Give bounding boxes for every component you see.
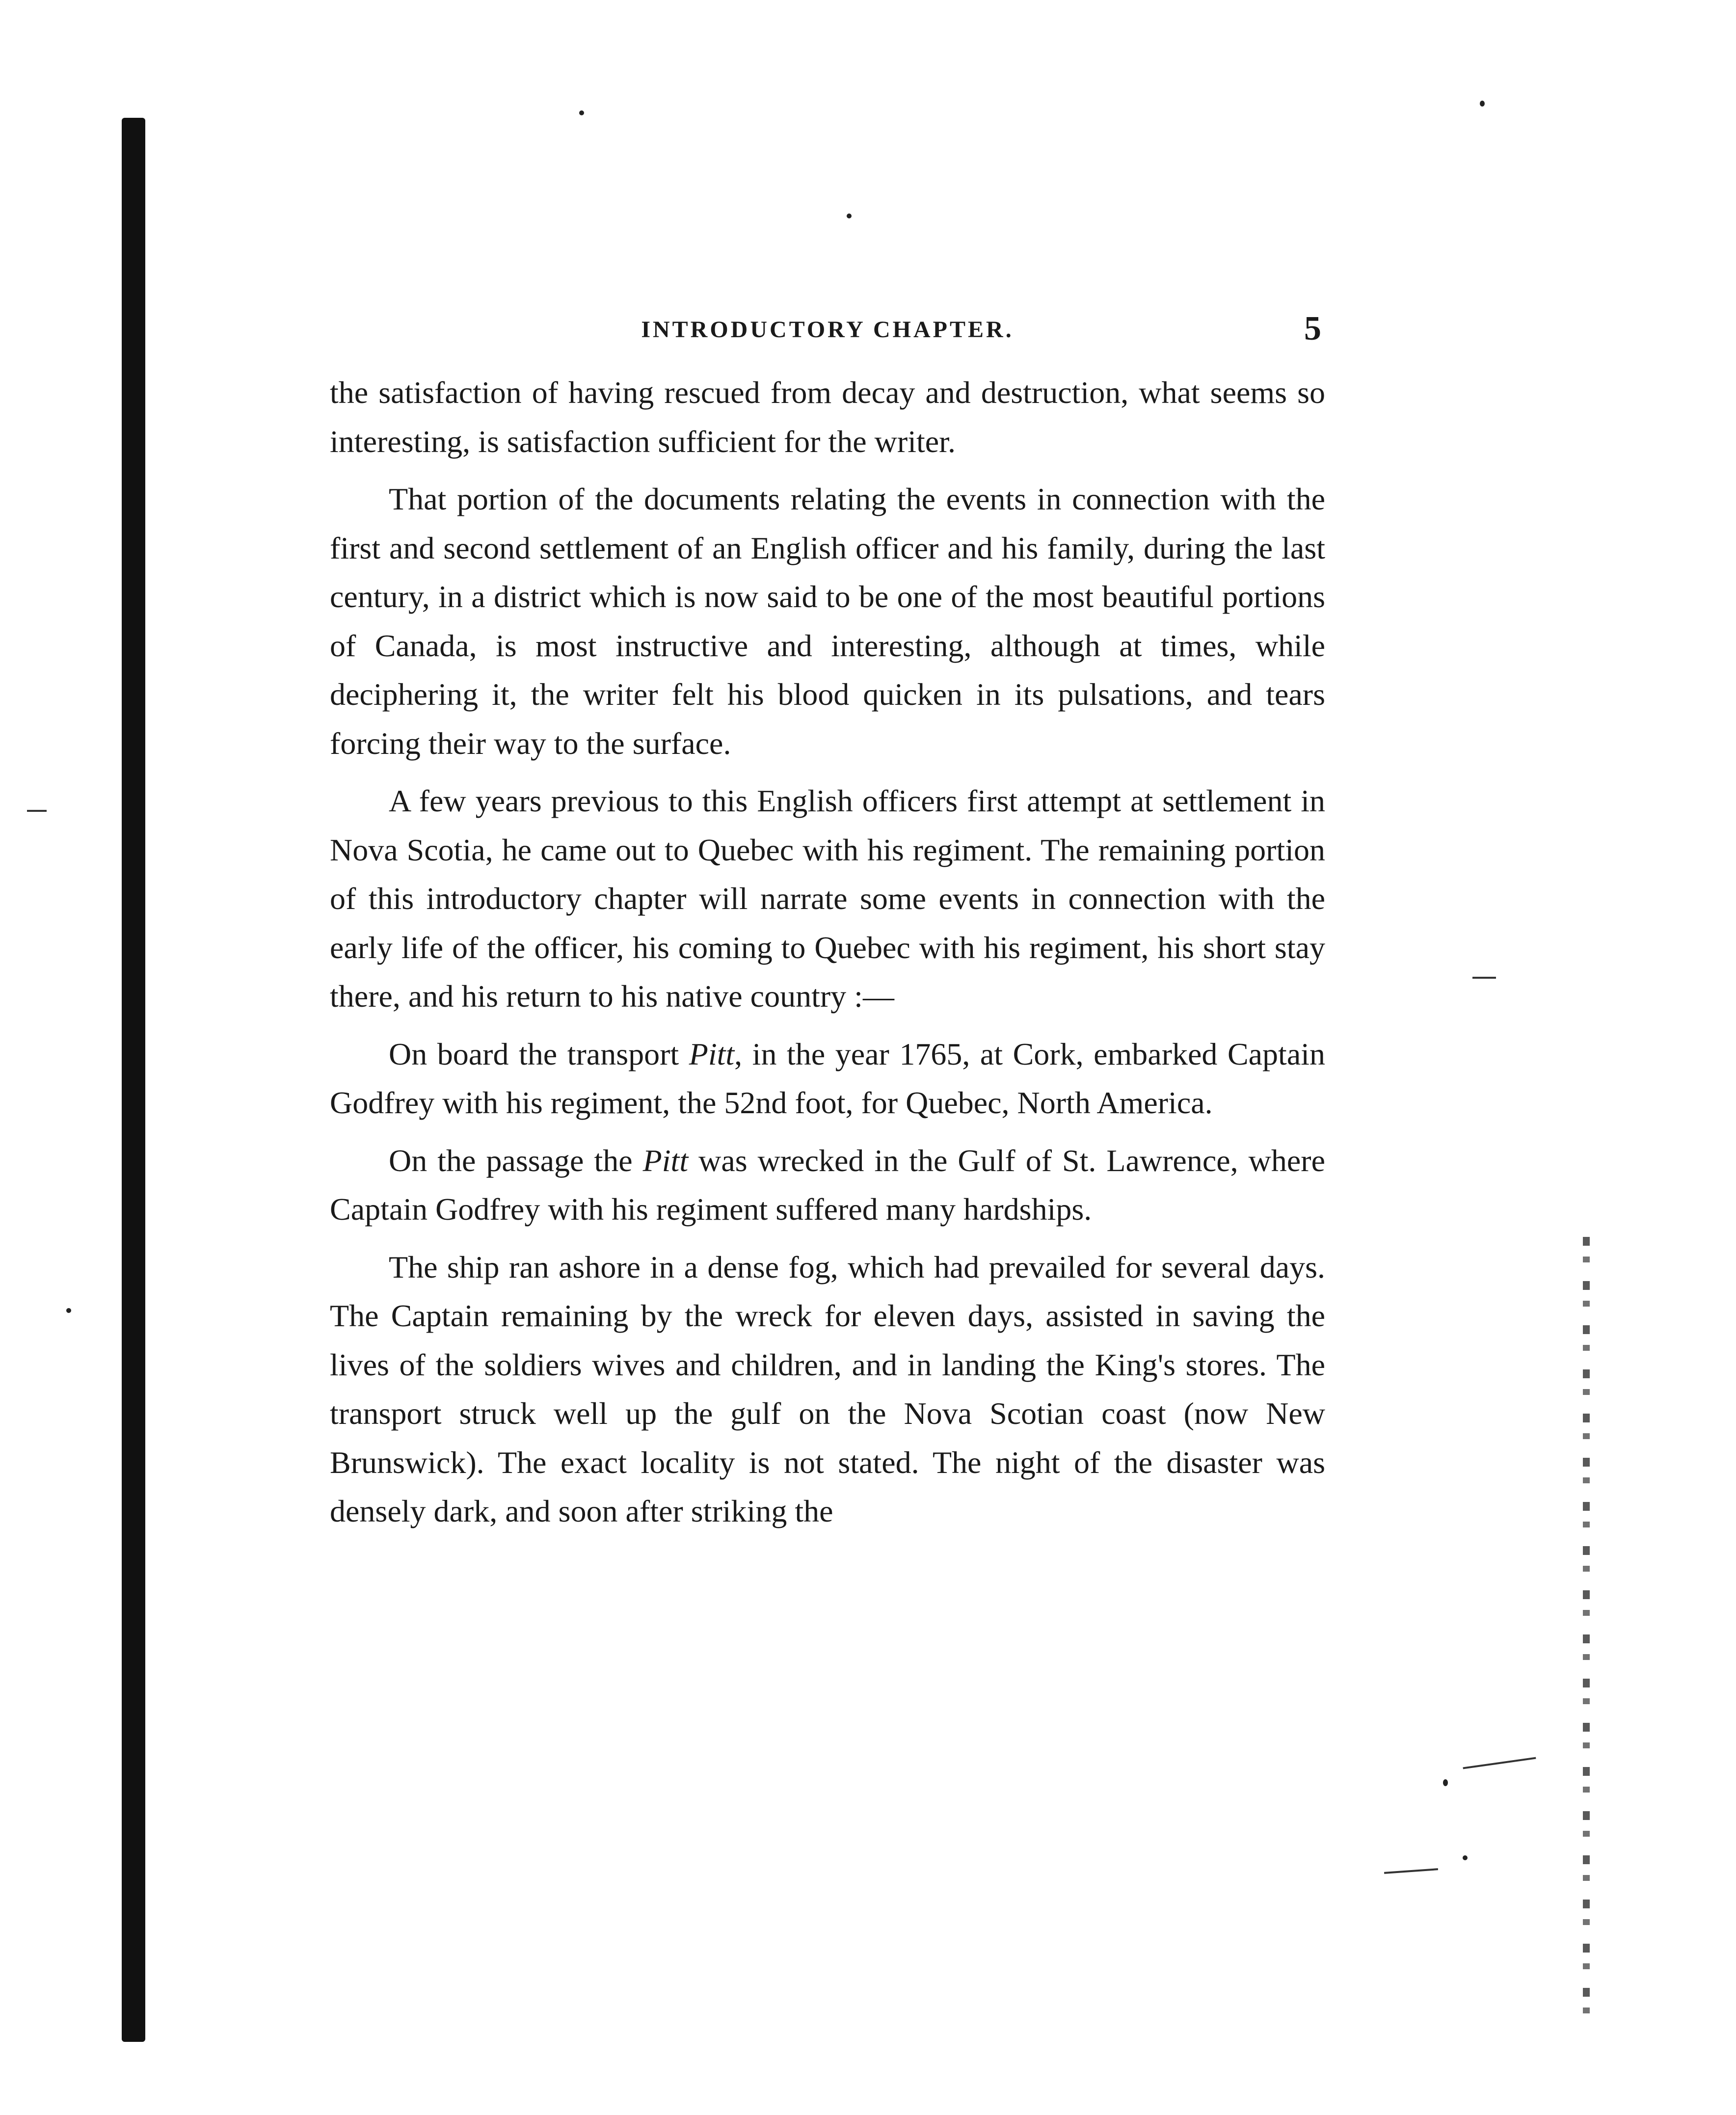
book-page <box>330 309 1325 1545</box>
paragraph <box>330 1136 1325 1234</box>
running-title: INTRODUCTORY CHAPTER. <box>641 317 1014 343</box>
paragraph-text: , in the year 1765, at Cork, embarked Captain Godfrey with his regiment, the 52nd foot, for Quebec, North America. <box>330 1036 1325 1120</box>
scan-speck <box>1443 1779 1448 1786</box>
page-number: 5 <box>1304 310 1321 348</box>
running-head <box>330 309 1325 368</box>
paragraph-text: was wrecked in the Gulf of St. Lawrence, where Captain Godfrey with his regiment suffered many hardships. <box>330 1143 1326 1227</box>
scan-speck <box>1480 101 1485 107</box>
scan-mark <box>1384 1868 1438 1874</box>
paragraph: The ship ran ashore in a dense fog, which had prevailed for several days. The Captain remaining by the wreck for eleven days, assisted in saving the lives of the soldiers wives and children, and in landing the King's stores. The transport struck well up the gulf on the Nova Scotian coast (now New Brunswick). The exact locality is not stated. The night of the disaster was densely dark, and soon after striking the <box>330 1249 1325 1528</box>
paragraph: That portion of the documents relating the events in connection with the first and second settlement of an English officer and his family, during the last century, in a district which is now said to be one of the most beautiful portions of Canada, is most instructive and interesting, although at times, while deciphering it, the writer felt his blood quicken in its pulsations, and tears forcing their way to the surface. <box>330 482 1325 761</box>
scan-speck <box>579 110 584 115</box>
binding-shadow <box>122 118 145 2042</box>
scan-mark <box>1463 1757 1536 1769</box>
ship-name: Pitt <box>642 1143 689 1178</box>
scan-mark <box>1472 977 1496 979</box>
scan-speck <box>66 1308 71 1313</box>
paragraph <box>330 1030 1325 1127</box>
paragraph-text: On board the transport <box>389 1036 689 1071</box>
ship-name: Pitt <box>689 1036 735 1071</box>
scan-speck <box>1463 1855 1468 1860</box>
paragraph-text: On the passage the <box>389 1143 643 1178</box>
scan-speck <box>847 214 852 218</box>
page-edge-shadow <box>1583 1237 1590 2022</box>
paragraph: A few years previous to this English officers first attempt at settlement in Nova Scotia, he came out to Quebec with his regiment. The remaining portion of this introductory chapter will narrate some events in connection with the early life of the officer, his coming to Quebec with his regiment, his short stay there, and his return to his native country :— <box>330 783 1325 1014</box>
scan-mark <box>27 810 47 812</box>
paragraph: the satisfaction of having rescued from decay and destruction, what seems so interesting, is satisfaction sufficient for the writer. <box>330 375 1325 459</box>
